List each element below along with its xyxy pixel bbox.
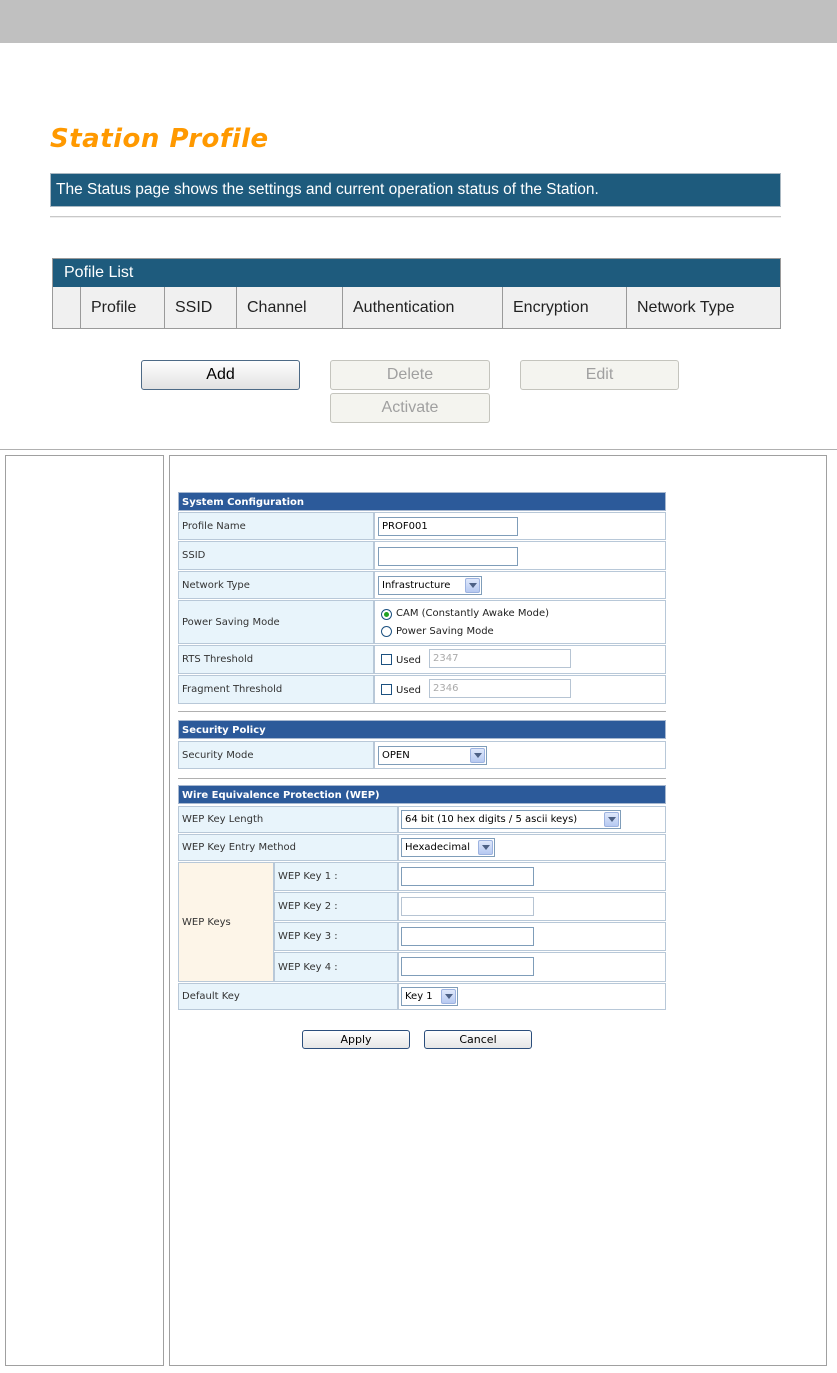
wep-key-length-label: WEP Key Length [178,806,398,833]
wep-key-length-value: 64 bit (10 hex digits / 5 ascii keys) [405,814,578,825]
column-channel: Channel [237,287,343,328]
power-saving-mode-cell [374,600,666,644]
wep-key-entry-method-select[interactable] [401,838,495,857]
page-description: The Status page shows the settings and current operation status of the Station. [50,173,781,207]
system-configuration-header: System Configuration [178,492,666,511]
fragment-used-checkbox[interactable] [381,684,392,695]
power-saving-radio[interactable] [381,626,392,637]
wep-key-2-label: WEP Key 2 : [274,892,398,921]
default-key-label: Default Key [178,983,398,1010]
column-ssid: SSID [165,287,237,328]
delete-button[interactable]: Delete [330,360,490,390]
fragment-threshold-label: Fragment Threshold [178,675,374,704]
column-authentication: Authentication [343,287,503,328]
section-divider [178,711,666,712]
profile-list-header: Pofile List [53,259,780,287]
network-type-value: Infrastructure [382,580,451,591]
wep-key-4-input[interactable] [401,957,534,976]
cam-radio-label: CAM (Constantly Awake Mode) [396,608,550,619]
power-saving-mode-label: Power Saving Mode [178,600,374,644]
chevron-down-icon[interactable] [478,840,493,855]
network-type-select[interactable] [378,576,482,595]
rts-threshold-label: RTS Threshold [178,645,374,674]
left-panel [5,455,164,1366]
page-title: Station Profile [50,124,269,154]
default-key-value: Key 1 [405,991,433,1002]
chevron-down-icon[interactable] [604,812,619,827]
column-encryption: Encryption [503,287,627,328]
chevron-down-icon[interactable] [465,578,480,593]
wep-key-3-label: WEP Key 3 : [274,922,398,951]
profile-name-input[interactable]: PROF001 [378,517,518,536]
power-saving-radio-label: Power Saving Mode [396,626,494,637]
fragment-threshold-input[interactable]: 2346 [429,679,571,698]
profile-list-columns [53,287,780,328]
wep-key-3-input[interactable] [401,927,534,946]
top-banner [0,0,837,43]
wep-key-1-label: WEP Key 1 : [274,862,398,891]
profile-list-table [52,258,781,329]
wep-key-4-label: WEP Key 4 : [274,952,398,982]
network-type-label: Network Type [178,571,374,599]
column-network-type: Network Type [637,299,735,316]
wep-key-2-input[interactable] [401,897,534,916]
wep-key-entry-method-value: Hexadecimal [405,842,470,853]
column-profile: Profile [81,287,165,328]
wep-key-entry-method-label: WEP Key Entry Method [178,834,398,861]
security-mode-select[interactable] [378,746,487,765]
section-divider [178,778,666,779]
profile-name-label: Profile Name [178,512,374,540]
wep-keys-label: WEP Keys [178,862,274,982]
cancel-button[interactable]: Cancel [424,1030,532,1049]
fragment-used-label: Used [396,685,422,696]
divider [50,216,781,218]
security-mode-label: Security Mode [178,741,374,769]
wep-key-length-select[interactable] [401,810,621,829]
edit-button[interactable]: Edit [520,360,679,390]
default-key-select[interactable] [401,987,458,1006]
rts-used-label: Used [396,655,422,666]
ssid-input[interactable] [378,547,518,566]
security-mode-value: OPEN [382,750,410,761]
security-policy-header: Security Policy [178,720,666,739]
chevron-down-icon[interactable] [470,748,485,763]
column-select [53,287,81,328]
chevron-down-icon[interactable] [441,989,456,1004]
ssid-label: SSID [178,541,374,570]
rts-used-checkbox[interactable] [381,654,392,665]
wep-key-1-input[interactable] [401,867,534,886]
cam-radio[interactable] [381,609,392,620]
activate-button[interactable]: Activate [330,393,490,423]
wep-header: Wire Equivalence Protection (WEP) [178,785,666,804]
rts-threshold-input[interactable]: 2347 [429,649,571,668]
add-button[interactable]: Add [141,360,300,390]
apply-button[interactable]: Apply [302,1030,410,1049]
